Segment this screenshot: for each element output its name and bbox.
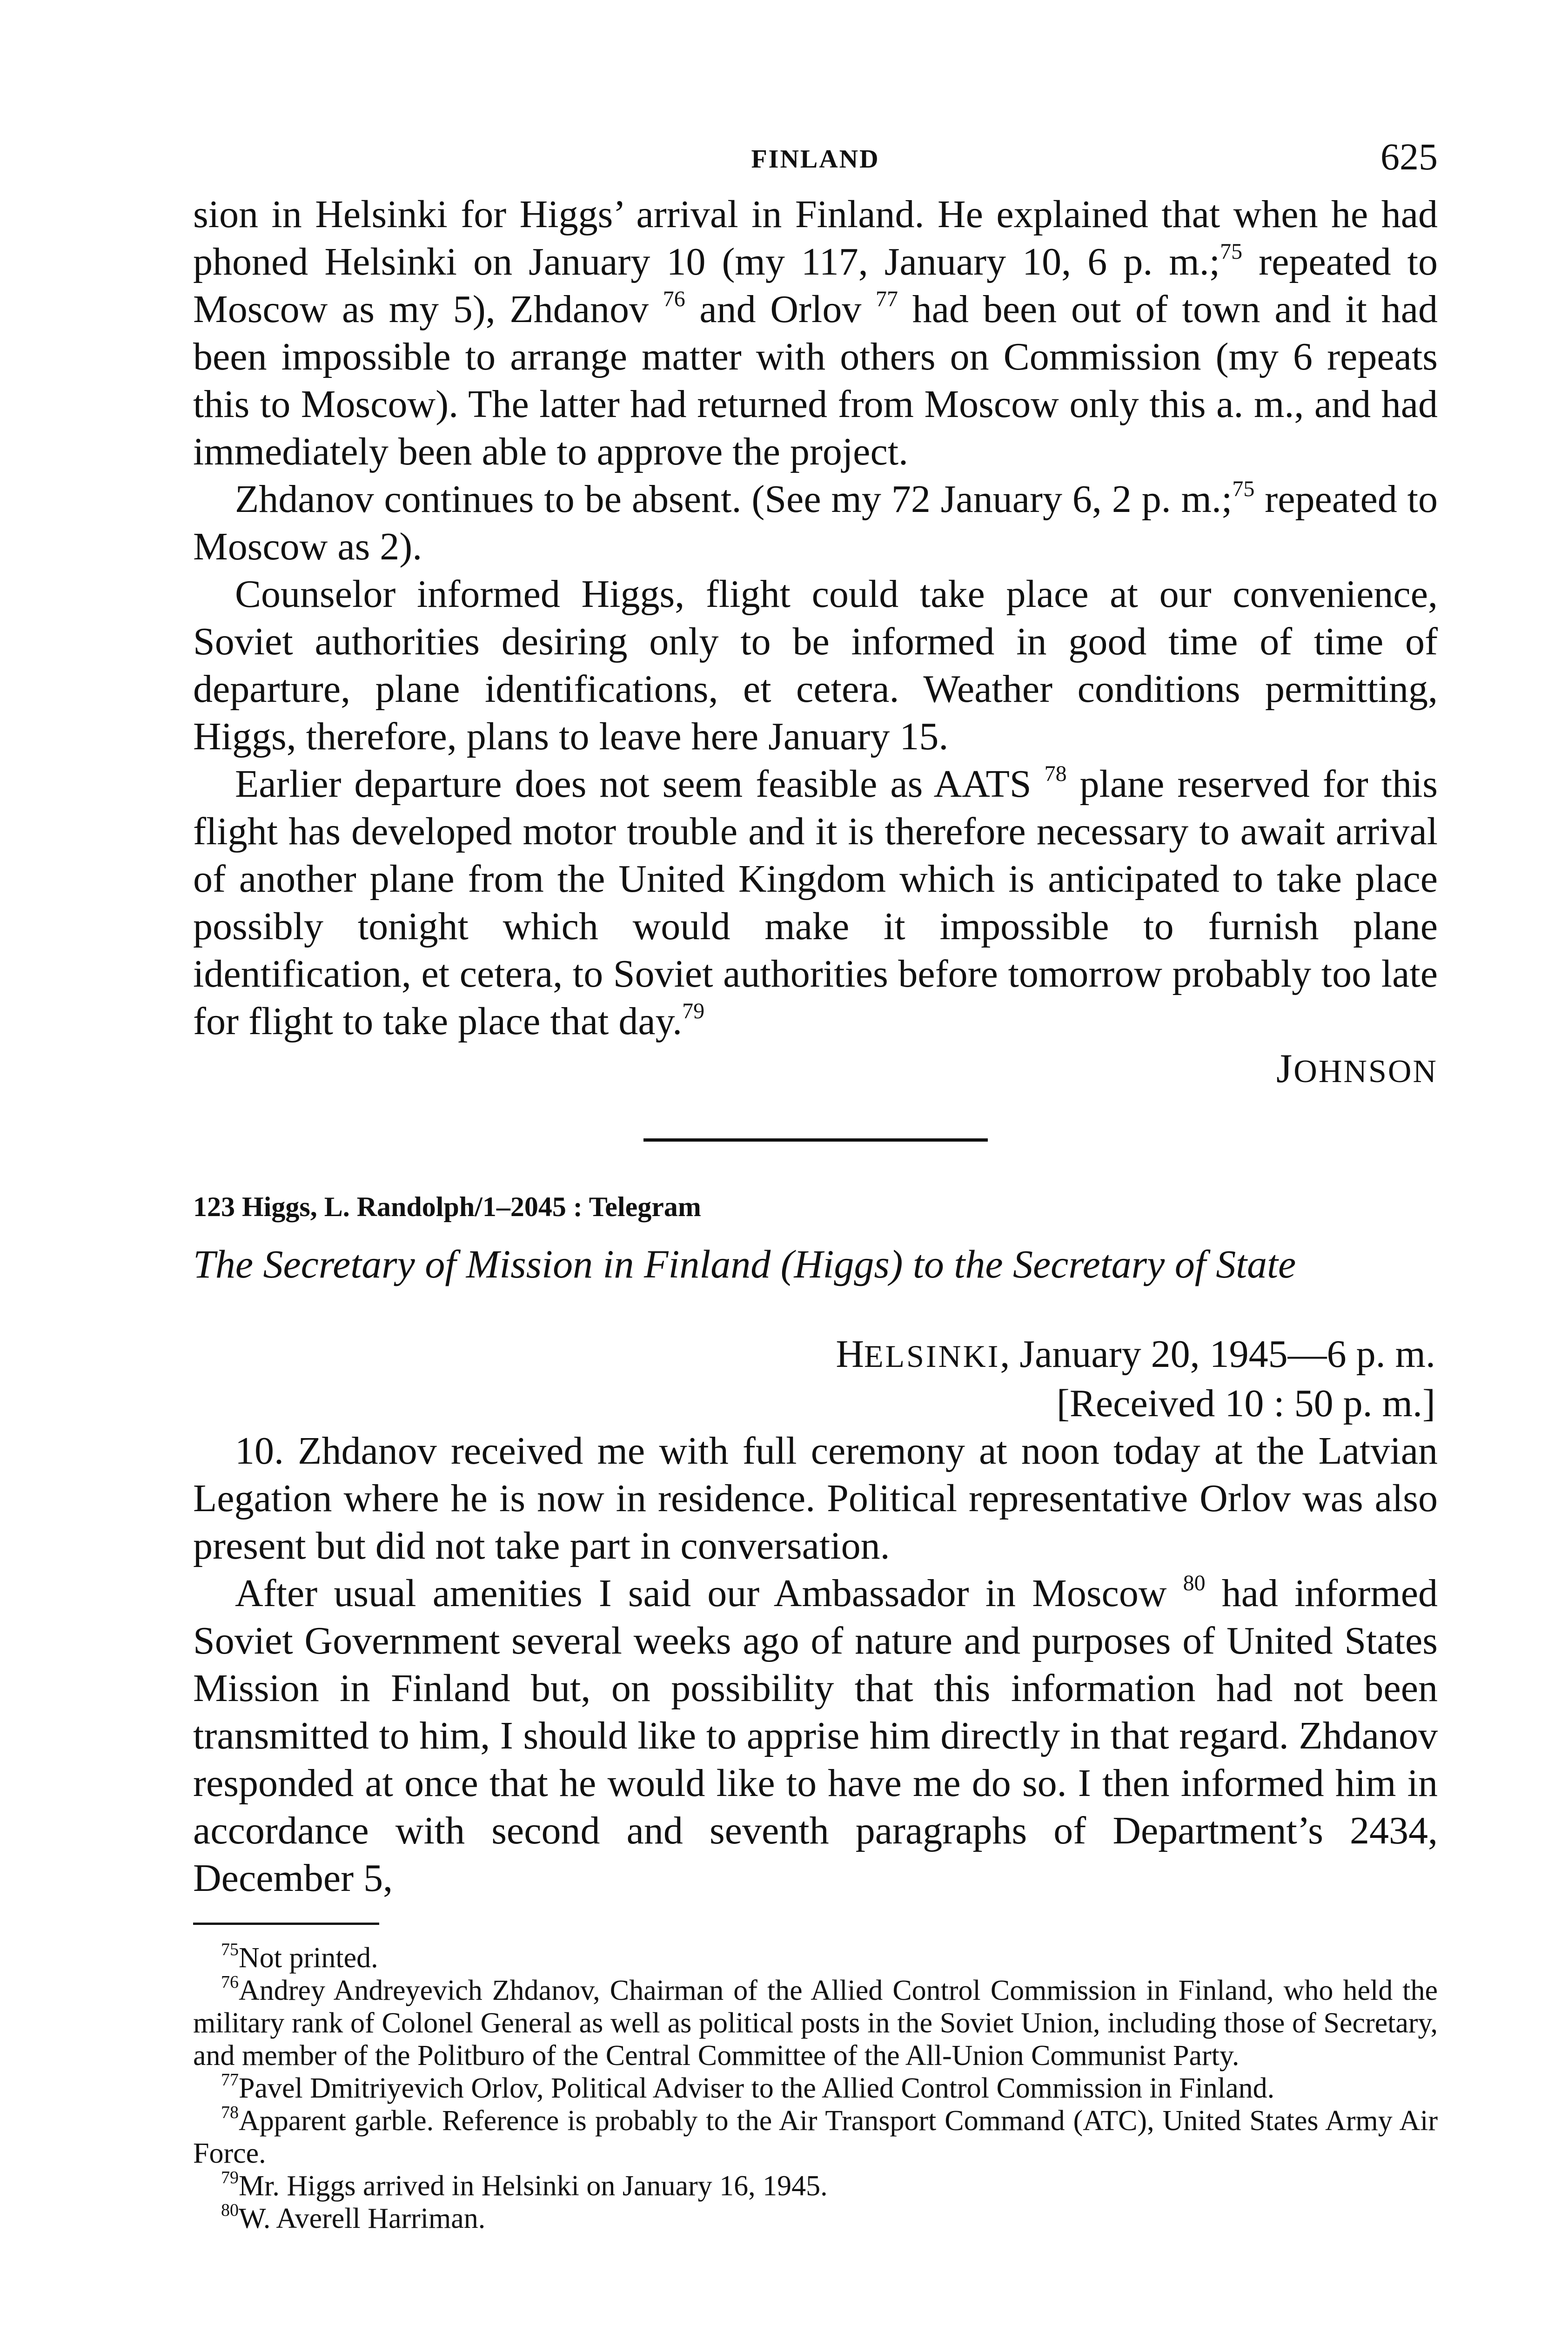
signature-initial: J	[1276, 1046, 1294, 1091]
first-document-body	[193, 191, 1438, 1045]
footnote-ref: 77	[876, 287, 898, 311]
document-page	[193, 135, 1438, 2235]
footnote-text: Mr. Higgs arrived in Helsinki on January 16, 1945.	[239, 2170, 828, 2202]
footnote-text: W. Averell Harriman.	[239, 2203, 486, 2234]
text-run: 10. Zhdanov received me with full ceremony at noon today at the Latvian Legation where he is now in residence. Political representative Orlov was also present but did not take part in conversation.	[193, 1429, 1438, 1567]
footnote-number: 78	[221, 2103, 239, 2122]
footnote-ref: 75	[1220, 239, 1243, 264]
paragraph	[193, 1427, 1438, 1570]
file-reference: 123 Higgs, L. Randolph/1–2045 : Telegram	[193, 1191, 701, 1222]
page-number: 625	[1380, 135, 1438, 178]
received-time: [Received 10 : 50 p. m.]	[1056, 1382, 1435, 1425]
dateline-place-date	[193, 1331, 1438, 1380]
second-document-body	[193, 1427, 1438, 1902]
text-run: After usual amenities I said our Ambassador in Moscow	[235, 1572, 1183, 1615]
footnote	[193, 1942, 1438, 1974]
footnote-number: 77	[221, 2070, 239, 2090]
footnote	[193, 1974, 1438, 2072]
footnote	[193, 2105, 1438, 2170]
text-run: Zhdanov continues to be absent. (See my 72 January 6, 2 p. m.;	[235, 478, 1233, 521]
dateline	[193, 1331, 1438, 1427]
footnote-number: 76	[221, 1972, 239, 1992]
paragraph	[193, 476, 1438, 571]
footnote-number: 80	[221, 2200, 239, 2220]
footnote-ref: 75	[1232, 477, 1255, 501]
paragraph	[193, 571, 1438, 760]
footnote-rule	[193, 1923, 379, 1925]
footnote-text: Andrey Andreyevich Zhdanov, Chairman of the Allied Control Commission in Finland, who held the military rank of Colonel General as well as political posts in the Soviet Union, including those of Secretary, and member of the Politburo of the Central Committee of the All-Union Communist Party.	[193, 1975, 1438, 2071]
paragraph	[193, 760, 1438, 1045]
footnote-text: Not printed.	[239, 1942, 378, 1974]
document-title: The Secretary of Mission in Finland (Higgs) to the Secretary of State	[193, 1242, 1296, 1286]
footnote	[193, 2202, 1438, 2235]
footnote	[193, 2170, 1438, 2202]
text-run: sion in Helsinki for Higgs’ arrival in Finland. He explained that when he had phoned Helsinki on January 10 (my 117, January 10, 6 p. m.;	[193, 193, 1438, 283]
footnote-ref: 78	[1044, 761, 1067, 786]
footnotes	[193, 1942, 1438, 2235]
signature-rest: OHNSON	[1293, 1054, 1438, 1090]
text-run: plane reserved for this flight has developed motor trouble and it is therefore necessary to await arrival of another plane from the United Kingdom which is anticipated to take place possibly tonight which would make it impossible to furnish plane identification, et cetera, to Soviet authorities before tomorrow probably too late for flight to take place that day.	[193, 762, 1438, 1043]
dateline-initial: H	[836, 1332, 864, 1376]
footnote-number: 79	[221, 2168, 239, 2187]
footnote-text: Apparent garble. Reference is probably to the Air Transport Command (ATC), United States Army Air Force.	[193, 2105, 1438, 2169]
text-run: had been out of town and it had been impossible to arrange matter with others on Commission (my 6 repeats this to Moscow). The latter had returned from Moscow only this a. m., and had immediately been able to approve the project.	[193, 288, 1438, 473]
text-run: repeated to Moscow as my 5), Zhdanov	[193, 240, 1438, 331]
signature	[193, 1045, 1438, 1096]
text-run: and Orlov	[685, 288, 876, 331]
footnote-number: 75	[221, 1940, 239, 1959]
text-run: had informed Soviet Government several weeks ago of nature and purposes of United States Mission in Finland but, on possibility that this information had not been transmitted to him, I should like to apprise him directly in that regard. Zhdanov responded at once that he would like to have me do so. I then informed him in accordance with second and seventh paragraphs of Department’s 2434, December 5,	[193, 1572, 1438, 1900]
footnote-text: Pavel Dmitriyevich Orlov, Political Adviser to the Allied Control Commission in Finland.	[239, 2072, 1275, 2104]
document-separator	[643, 1138, 988, 1142]
running-head: FINLAND	[751, 145, 880, 174]
footnote	[193, 2072, 1438, 2105]
footnote-ref: 80	[1183, 1571, 1206, 1595]
footnote-ref: 79	[682, 999, 705, 1023]
dateline-city: ELSINKI	[864, 1338, 1000, 1374]
text-run: Counselor informed Higgs, flight could take place at our convenience, Soviet authorities desiring only to be informed in good time of time of departure, plane identifications, et cetera. Weather conditions permitting, Higgs, therefore, plans to leave here January 15.	[193, 572, 1438, 758]
page-header	[193, 135, 1438, 191]
paragraph	[193, 191, 1438, 476]
paragraph	[193, 1570, 1438, 1902]
text-run: Earlier departure does not seem feasible as AATS	[235, 762, 1045, 806]
dateline-date: , January 20, 1945—6 p. m.	[1000, 1332, 1435, 1376]
text-run: repeated to Moscow as 2).	[193, 478, 1438, 568]
footnote-ref: 76	[663, 287, 685, 311]
